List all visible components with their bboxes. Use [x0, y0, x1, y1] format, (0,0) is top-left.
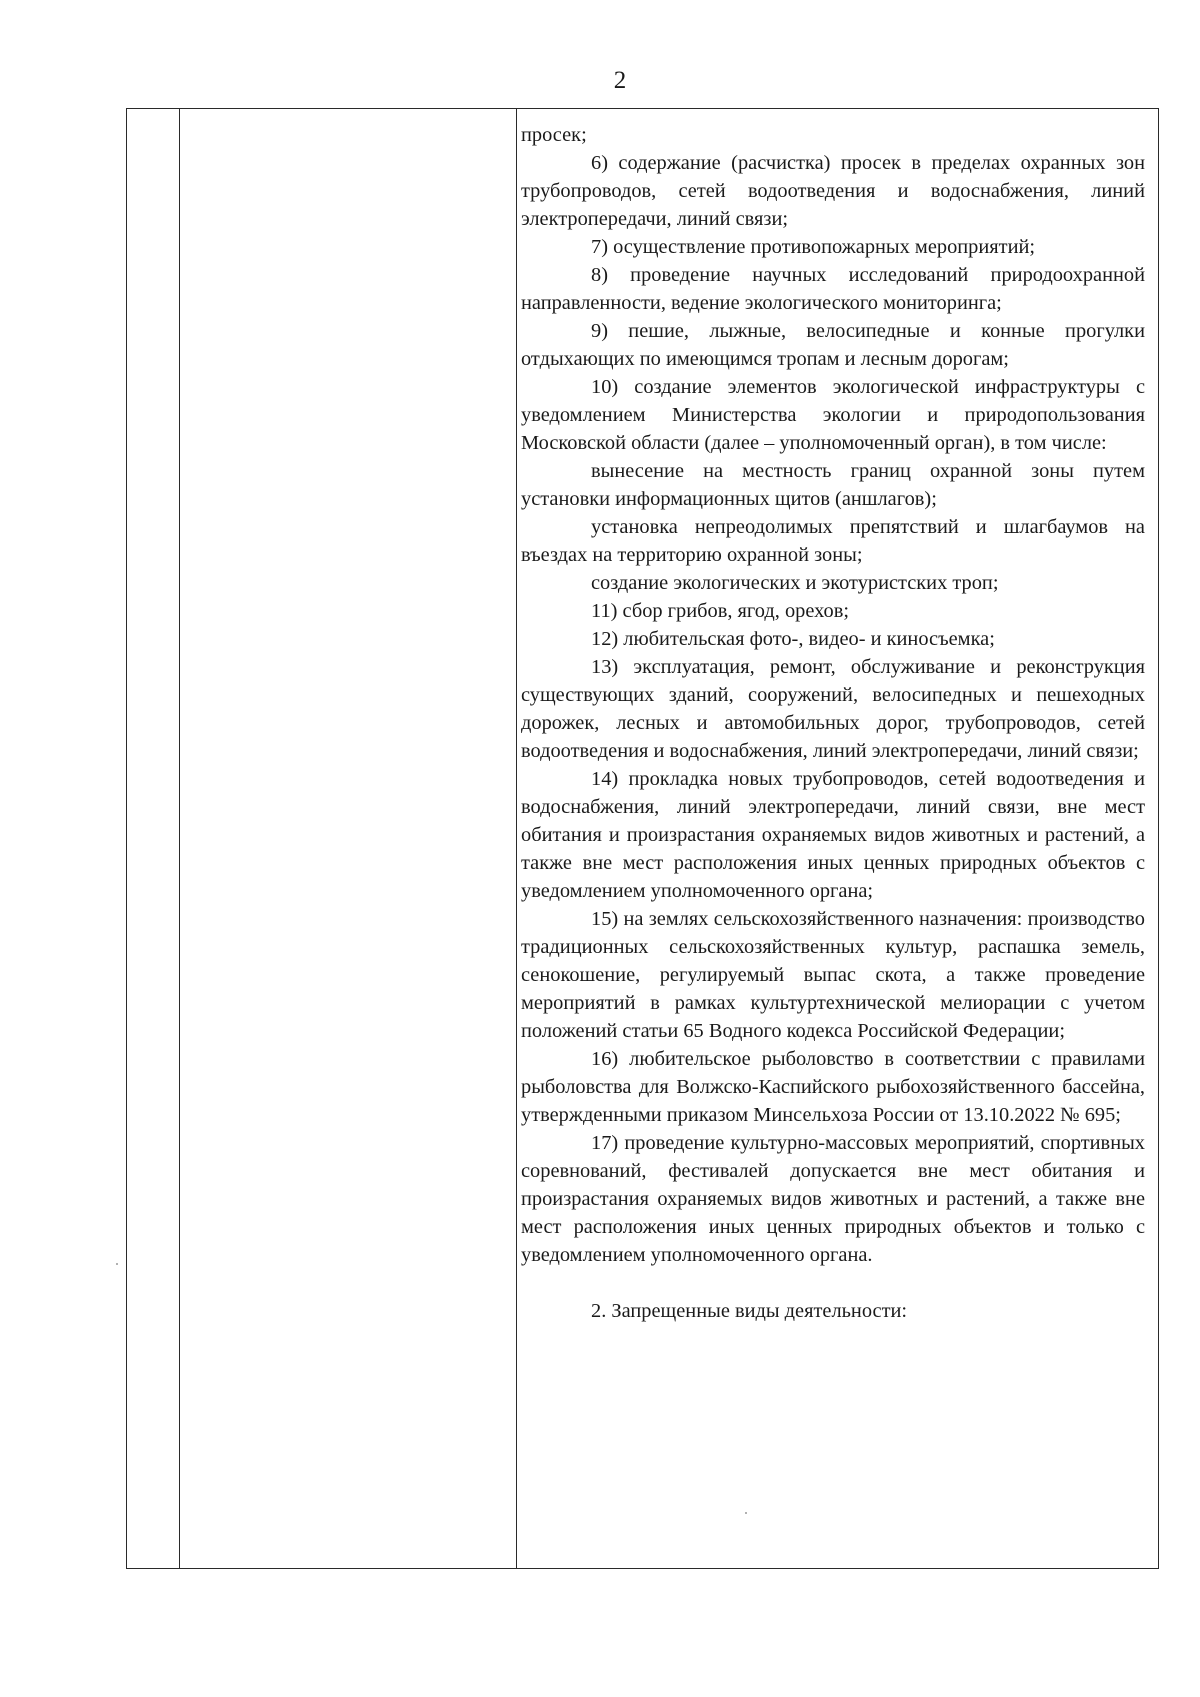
section-heading: 2. Запрещенные виды деятельности: [591, 1300, 908, 1322]
column-divider [516, 109, 517, 1568]
paragraph: просек; [521, 124, 587, 146]
scan-speck [745, 1512, 747, 1514]
column-divider [179, 109, 180, 1568]
paragraph: 15) на землях сельскохозяйственного назначения: производство традиционных сельскохозяйственных культур, распашка земель, сенокошение, регулируемый выпас скота, а также проведение мероприятий в рамках культуртехнической мелиорации с учетом положений статьи 65 Водного кодекса Российской Федерации; [521, 908, 1145, 1042]
paragraph: создание экологических и экотуристских троп; [591, 572, 999, 594]
paragraph: установка непреодолимых препятствий и шлагбаумов на въездах на территорию охранной зоны; [521, 516, 1145, 566]
paragraph: вынесение на местность границ охранной зоны путем установки информационных щитов (аншлагов); [521, 460, 1145, 510]
paragraph: 12) любительская фото-, видео- и киносъемка; [591, 628, 995, 650]
paragraph: 8) проведение научных исследований природоохранной направленности, ведение экологического мониторинга; [521, 264, 1145, 314]
scan-speck [116, 1263, 118, 1265]
paragraph: 16) любительское рыболовство в соответствии с правилами рыболовства для Волжско-Каспийского рыбохозяйственного бассейна, утвержденными приказом Минсельхоза России от 13.10.2022 № 695; [521, 1048, 1145, 1126]
table-cell-content [521, 121, 1145, 1325]
paragraph: 17) проведение культурно-массовых мероприятий, спортивных соревнований, фестивалей допускается вне мест обитания и произрастания охраняемых видов животных и растений, а также вне мест расположения иных ценных природных объектов и только с уведомлением уполномоченного органа. [521, 1132, 1145, 1266]
paragraph: 11) сбор грибов, ягод, орехов; [591, 600, 850, 622]
paragraph: 6) содержание (расчистка) просек в пределах охранных зон трубопроводов, сетей водоотведения и водоснабжения, линий электропередачи, линий связи; [521, 152, 1145, 230]
paragraph: 10) создание элементов экологической инфраструктуры с уведомлением Министерства экологии и природопользования Московской области (далее – уполномоченный орган), в том числе: [521, 376, 1145, 454]
paragraph: 13) эксплуатация, ремонт, обслуживание и реконструкция существующих зданий, сооружений, велосипедных и пешеходных дорожек, лесных и автомобильных дорог, трубопроводов, сетей водоотведения и водоснабжения, линий электропередачи, линий связи; [521, 656, 1145, 762]
document-table [126, 108, 1159, 1569]
page-number: 2 [613, 67, 627, 94]
paragraph: 7) осуществление противопожарных мероприятий; [591, 236, 1036, 258]
paragraph: 9) пешие, лыжные, велосипедные и конные прогулки отдыхающих по имеющимся тропам и лесным дорогам; [521, 320, 1145, 370]
paragraph: 14) прокладка новых трубопроводов, сетей водоотведения и водоснабжения, линий электропередачи, линий связи, вне мест обитания и произрастания охраняемых видов животных и растений, а также вне мест расположения иных ценных природных объектов с уведомлением уполномоченного органа; [521, 768, 1145, 902]
